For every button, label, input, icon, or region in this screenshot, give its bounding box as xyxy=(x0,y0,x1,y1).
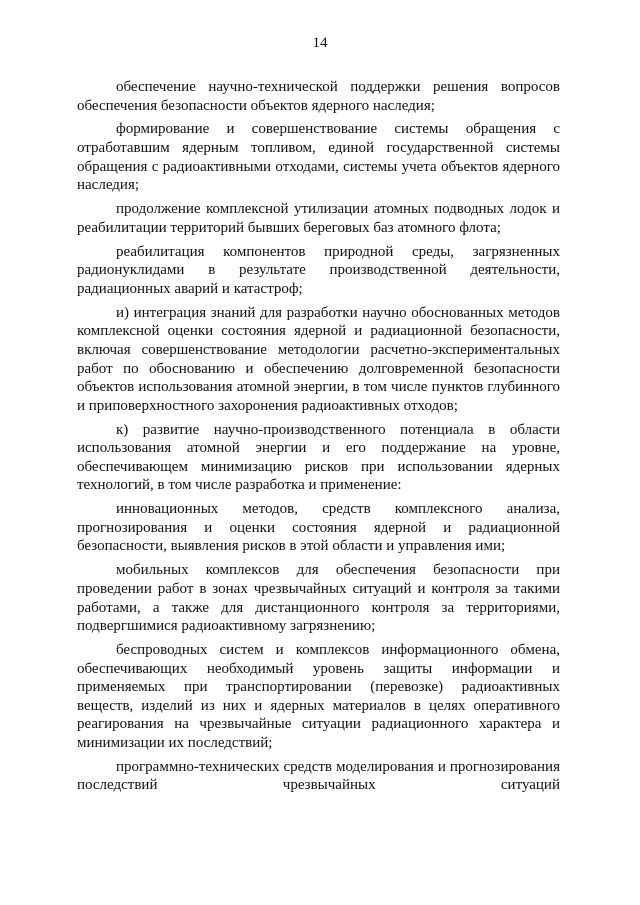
document-body xyxy=(77,78,560,795)
paragraph-10: программно-технических средств моделирования и прогнозирования последствий чрезвычайных ситуаций xyxy=(77,758,560,794)
paragraph-8: мобильных комплексов для обеспечения безопасности при проведении работ в зонах чрезвычайных ситуаций и контроля за такими работами, а также для дистанционного контроля за территориями, подвергшимися радиоактивному загрязнению; xyxy=(77,562,560,635)
paragraph-4: реабилитация компонентов природной среды, загрязненных радионуклидами в результате производственной деятельности, радиационных аварий и катастроф; xyxy=(77,243,560,297)
paragraph-2: формирование и совершенствование системы обращения с отработавшим ядерным топливом, единой государственной системы обращения с радиоактивными отходами, системы учета объектов ядерного наследия; xyxy=(77,121,560,194)
paragraph-1: обеспечение научно-технической поддержки решения вопросов обеспечения безопасности объектов ядерного наследия; xyxy=(77,79,560,114)
page-number: 14 xyxy=(312,35,328,51)
paragraph-3: продолжение комплексной утилизации атомных подводных лодок и реабилитации территорий бывших береговых баз атомного флота; xyxy=(77,201,560,236)
paragraph-7: инновационных методов, средств комплексного анализа, прогнозирования и оценки состояния ядерной и радиационной безопасности, выявления рисков в этой области и управления ими; xyxy=(77,501,560,555)
paragraph-6: к) развитие научно-производственного потенциала в области использования атомной энергии и его поддержание на уровне, обеспечивающем минимизацию рисков при использовании ядерных технологий, в том числе разработка и применение: xyxy=(77,421,560,494)
paragraph-9: беспроводных систем и комплексов информационного обмена, обеспечивающих необходимый уровень защиты информации и применяемых при транспортировании (перевозке) радиоактивных веществ, изделий из них и ядерных материалов в целях оперативного реагирования на чрезвычайные ситуации радиационного характера и минимизации их последствий; xyxy=(77,642,560,751)
paragraph-5: и) интеграция знаний для разработки научно обоснованных методов комплексной оценки состояния ядерной и радиационной безопасности, включая совершенствование методологии расчетно-экспериментальных работ по обоснованию и обеспечению долговременной безопасности объектов использования атомной энергии, в том числе пунктов глубинного и приповерхностного захоронения радиоактивных отходов; xyxy=(77,304,560,414)
